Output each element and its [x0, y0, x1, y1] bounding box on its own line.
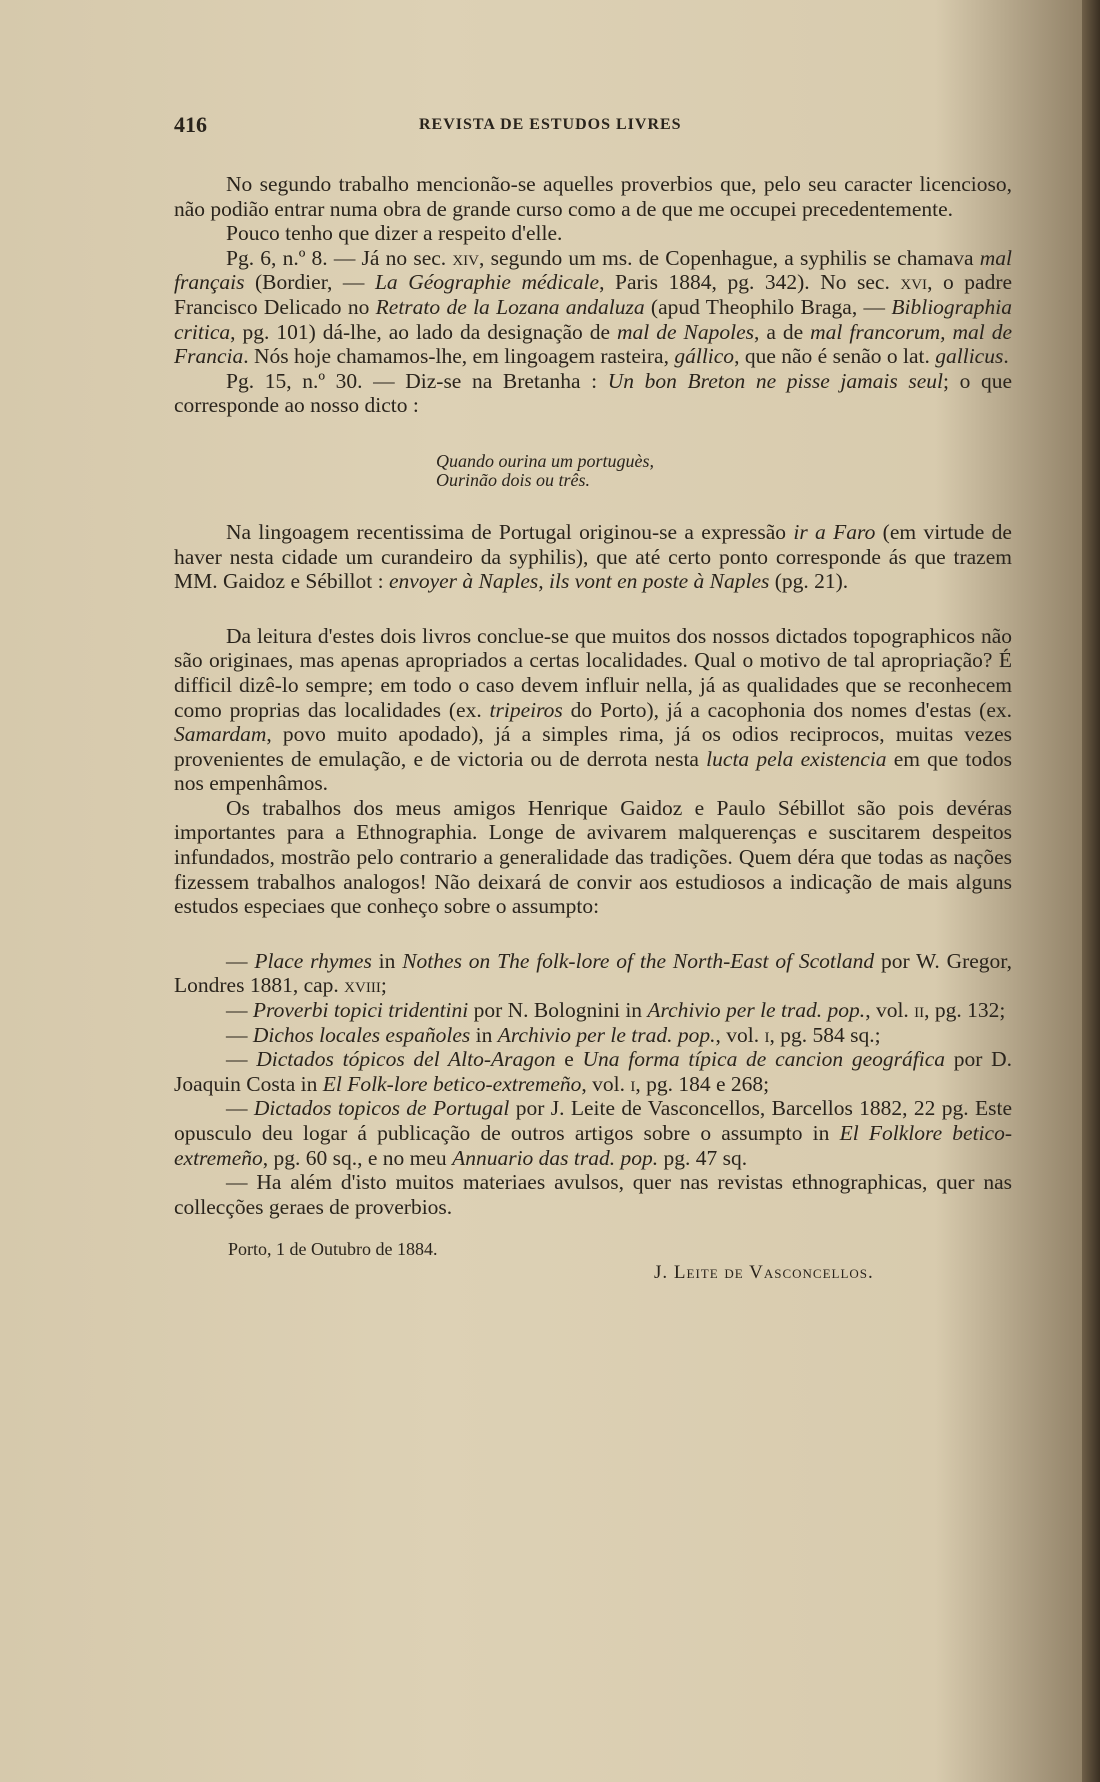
text-run: No segundo trabalho mencionão-se aquelles proverbios que, pelo seu caracter licencioso, não podião entrar numa obra de grande curso como a de que me occupei precedentemente.	[174, 172, 1012, 221]
text-run: —	[226, 948, 255, 973]
text-run: por J. Leite de Vasconcellos, Barcellos 1882, 22 pg. Este opusculo deu logar á publicação de outros artigos sobre o assumpto in	[174, 1096, 1012, 1145]
text-run: —	[226, 998, 253, 1023]
text-run: , vol.	[865, 998, 915, 1023]
italic-run: envoyer à Naples, ils vont en poste à Naples	[388, 569, 770, 594]
reference-list	[174, 949, 1012, 1220]
italic-run: Un bon Breton ne pisse jamais seul	[607, 368, 943, 393]
signature-block	[174, 1237, 1012, 1297]
text-run: (Bordier, —	[244, 270, 375, 295]
text-run: , pg. 132;	[924, 998, 1006, 1023]
italic-run: Archivio per le trad. pop.	[497, 1022, 716, 1047]
italic-run: gállico	[674, 344, 735, 369]
binding-edge	[1082, 0, 1100, 1782]
text-run: , segundo um ms. de Copenhague, a syphilis se chamava	[479, 245, 980, 270]
paragraph	[174, 246, 1012, 369]
italic-run: Nothes on The folk-lore of the North-East of Scotland	[402, 948, 875, 973]
text-run: Da leitura d'estes dois livros conclue-se que muitos dos nossos dictados topographicos não são originaes, mas apenas apropriados a certas localidades. Qual o motivo de tal apropriação? É difficil dizê-lo sempre; em todo o caso devem influir nella, já as qualidades que se reconhecem como proprias das localidades (ex.	[174, 623, 1012, 722]
text-run: , que não é senão o lat.	[734, 344, 936, 369]
discussion-paragraphs	[174, 624, 1012, 919]
text-run: Pg. 6, n.º 8. — Já no sec.	[226, 245, 453, 270]
text-run: , pg. 101) dá-lhe, ao lado da designação de	[230, 319, 618, 344]
italic-run: ir a Faro	[793, 519, 876, 544]
text-run: ii	[914, 998, 925, 1023]
running-title: REVISTA DE ESTUDOS LIVRES	[419, 116, 682, 133]
text-run: . Nós hoje chamamos-lhe, em lingoagem rasteira,	[243, 344, 675, 369]
italic-run: Bibliographia critica	[174, 294, 1013, 344]
italic-run: El Folk-lore betico-extremeño	[322, 1071, 582, 1096]
italic-run: mal français	[174, 245, 1012, 295]
italic-run: Archivio per le trad. pop.	[647, 998, 866, 1023]
text-run: in	[371, 948, 403, 973]
text-run: (apud Theophilo Braga, —	[644, 294, 892, 319]
paragraph	[174, 221, 1012, 246]
text-run: , Paris 1884, pg. 342). No sec.	[599, 270, 901, 295]
italic-run: gallicus	[935, 344, 1004, 369]
text-run: —	[226, 1022, 253, 1047]
text-run: pg. 47 sq.	[658, 1145, 748, 1170]
reference-item	[174, 1096, 1012, 1170]
text-run: ; o que corresponde ao nosso dicto :	[174, 368, 1012, 418]
text-run: , pg. 584 sq.;	[769, 1022, 881, 1047]
italic-run: mal francorum, mal de Francia	[174, 319, 1012, 369]
text-run: —	[226, 1096, 254, 1121]
text-run: Pg. 15, n.º 30. — Diz-se na Bretanha :	[226, 368, 608, 393]
text-run: xiv	[452, 245, 480, 270]
text-run: (em virtude de haver nesta cidade um curandeiro da syphilis), que até certo ponto corresponde ás que trazem MM. Gaidoz e Sébillot :	[174, 519, 1012, 594]
text-run: Na lingoagem recentissima de Portugal originou-se a expressão	[226, 519, 794, 544]
text-run: Os trabalhos dos meus amigos Henrique Gaidoz e Paulo Sébillot são pois devéras importantes para a Ethnographia. Longe de avivarem malquerenças e suscitarem despeitos infundados, mostrão pelo contrario a generalidade das tradições. Quem déra que todas as nações fizessem trabalhos analogos! Não deixará de convir aos estudiosos a indicação de mais alguns estudos especiaes que conheço sobre o assumpto:	[174, 795, 1012, 919]
italic-run: Place rhymes	[254, 948, 372, 973]
paragraph	[174, 796, 1012, 919]
text-run: , pg. 60 sq., e no meu	[262, 1145, 453, 1170]
text-run: in	[470, 1022, 498, 1047]
reference-item	[174, 1047, 1012, 1096]
italic-run: Samardam	[174, 722, 267, 747]
text-run: por W. Gregor, Londres 1881, cap.	[174, 948, 1012, 998]
text-run: e	[555, 1047, 583, 1072]
italic-run: tripeiros	[489, 697, 563, 722]
paragraph	[174, 520, 1012, 594]
body-text	[174, 172, 1012, 1297]
text-run: , vol.	[581, 1071, 631, 1096]
italic-run: El Folklore betico-extremeño	[174, 1121, 1012, 1170]
text-run: (pg. 21).	[769, 569, 849, 594]
text-run: , vol.	[715, 1022, 765, 1047]
italic-run: Dichos locales españoles	[252, 1022, 471, 1047]
italic-run: Dictados tópicos del Alto-Aragon	[256, 1047, 556, 1072]
text-run: , pg. 184 e 268;	[635, 1071, 770, 1096]
page-header	[174, 112, 974, 142]
text-run: i	[630, 1071, 636, 1096]
reference-item	[174, 949, 1012, 998]
text-run: —	[226, 1047, 257, 1072]
faro-paragraph	[174, 520, 1012, 594]
paragraph	[174, 624, 1012, 796]
opening-paragraphs	[174, 172, 1012, 418]
text-run: , povo muito apodado), já a simples rima, já os odios reciprocos, muitas vezes provenientes de emulação, e de victoria ou de derrota nesta	[174, 722, 1012, 771]
text-run: , a de	[754, 319, 811, 344]
reference-item	[174, 1023, 1012, 1048]
italic-run: Proverbi topici tridentini	[252, 998, 469, 1023]
italic-run: lucta pela existencia	[706, 746, 887, 771]
text-run: .	[1003, 344, 1009, 369]
italic-run: Retrato de la Lozana andaluza	[375, 294, 645, 319]
text-run: Pouco tenho que dizer a respeito d'elle.	[226, 221, 563, 246]
text-run: , o padre Francisco Delicado no	[174, 270, 1013, 319]
verse-quote	[436, 452, 1012, 490]
italic-run: Annuario das trad. pop.	[452, 1145, 659, 1170]
text-run: do Porto), já a cacophonia dos nomes d'estas (ex.	[562, 697, 1012, 722]
text-run: por N. Bolognini in	[468, 998, 648, 1023]
verse-line: Ourinão dois ou três.	[436, 469, 591, 490]
page-number: 416	[174, 112, 207, 137]
verse-line: Quando ourina um portuguès,	[436, 450, 655, 471]
text-run: ;	[380, 973, 387, 998]
reference-item	[174, 1170, 1012, 1219]
italic-run: La Géographie médicale	[374, 270, 600, 295]
italic-run: mal de Napoles	[617, 319, 754, 344]
text-run: xviii	[344, 973, 381, 998]
dateline: Porto, 1 de Outubro de 1884.	[228, 1239, 438, 1260]
text-run: xvi	[900, 270, 928, 295]
italic-run: Dictados topicos de Portugal	[253, 1096, 510, 1121]
text-run: i	[764, 1022, 770, 1047]
text-run: por D. Joaquin Costa in	[174, 1047, 1013, 1096]
paragraph	[174, 172, 1012, 221]
reference-item	[174, 998, 1012, 1023]
author-signature: J. Leite de Vasconcellos.	[654, 1262, 874, 1284]
text-run: em que todos nos empenhâmos.	[174, 746, 1013, 796]
italic-run: Una forma típica de cancion geográfica	[582, 1047, 945, 1072]
text-run: — Ha além d'isto muitos materiaes avulsos, quer nas revistas ethnographicas, quer nas collecções geraes de proverbios.	[174, 1170, 1012, 1219]
paragraph	[174, 369, 1012, 418]
